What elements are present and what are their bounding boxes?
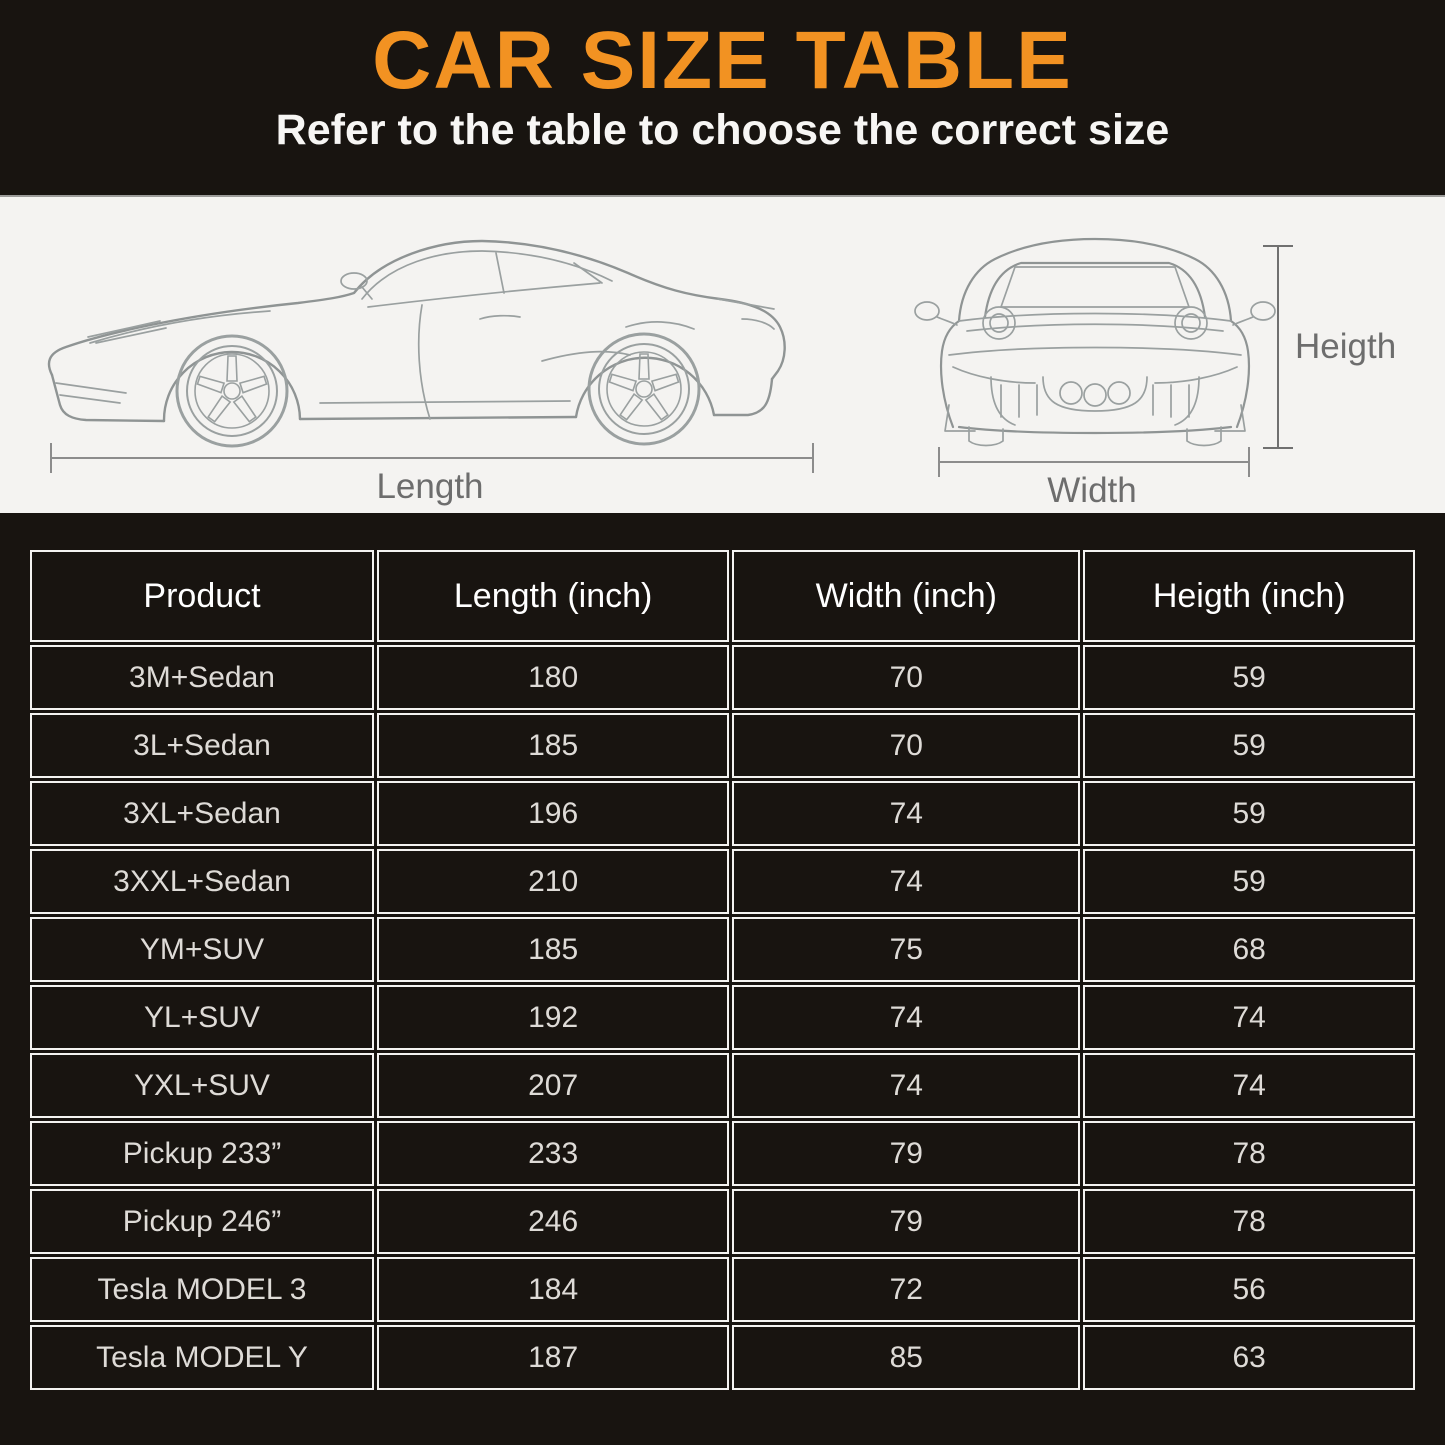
- product-cell: YL+SUV: [30, 985, 374, 1050]
- size-value-cell: 180: [377, 645, 729, 710]
- table-row: [30, 985, 1415, 1050]
- car-side-view-drawing: [30, 207, 820, 455]
- table-row: [30, 781, 1415, 846]
- table-row: [30, 1325, 1415, 1390]
- size-value-cell: 74: [1083, 1053, 1415, 1118]
- size-value-cell: 74: [1083, 985, 1415, 1050]
- size-value-cell: 207: [377, 1053, 729, 1118]
- size-value-cell: 74: [732, 985, 1080, 1050]
- size-value-cell: 79: [732, 1189, 1080, 1254]
- page-title: CAR SIZE TABLE: [372, 15, 1073, 106]
- size-value-cell: 196: [377, 781, 729, 846]
- size-value-cell: 246: [377, 1189, 729, 1254]
- product-cell: Pickup 233”: [30, 1121, 374, 1186]
- product-cell: 3XL+Sedan: [30, 781, 374, 846]
- size-value-cell: 85: [732, 1325, 1080, 1390]
- table-header-row: [30, 550, 1415, 642]
- size-table: [27, 547, 1418, 1393]
- table-row: [30, 849, 1415, 914]
- table-row: [30, 713, 1415, 778]
- page-subtitle: Refer to the table to choose the correct size: [275, 105, 1170, 154]
- car-rear-view-drawing: [895, 225, 1295, 457]
- size-value-cell: 185: [377, 713, 729, 778]
- size-value-cell: 187: [377, 1325, 729, 1390]
- size-value-cell: 79: [732, 1121, 1080, 1186]
- size-value-cell: 68: [1083, 917, 1415, 982]
- height-label: Heigth: [1295, 327, 1397, 366]
- size-value-cell: 70: [732, 713, 1080, 778]
- product-cell: Pickup 246”: [30, 1189, 374, 1254]
- size-value-cell: 59: [1083, 645, 1415, 710]
- size-value-cell: 233: [377, 1121, 729, 1186]
- table-row: [30, 645, 1415, 710]
- table-row: [30, 1189, 1415, 1254]
- size-table-section: [27, 547, 1418, 1393]
- size-value-cell: 74: [732, 849, 1080, 914]
- header: [0, 0, 1445, 195]
- product-cell: 3M+Sedan: [30, 645, 374, 710]
- size-value-cell: 78: [1083, 1189, 1415, 1254]
- size-value-cell: 59: [1083, 849, 1415, 914]
- rear-wheel: [589, 334, 699, 444]
- size-value-cell: 70: [732, 645, 1080, 710]
- size-value-cell: 75: [732, 917, 1080, 982]
- product-cell: Tesla MODEL 3: [30, 1257, 374, 1322]
- size-value-cell: 78: [1083, 1121, 1415, 1186]
- size-value-cell: 59: [1083, 781, 1415, 846]
- column-header-1: Length (inch): [377, 550, 729, 642]
- product-cell: Tesla MODEL Y: [30, 1325, 374, 1390]
- car-diagram-band: [0, 195, 1445, 513]
- size-table-body: [30, 645, 1415, 1390]
- size-value-cell: 59: [1083, 713, 1415, 778]
- column-header-3: Heigth (inch): [1083, 550, 1415, 642]
- size-value-cell: 63: [1083, 1325, 1415, 1390]
- table-row: [30, 1121, 1415, 1186]
- size-value-cell: 192: [377, 985, 729, 1050]
- product-cell: 3L+Sedan: [30, 713, 374, 778]
- size-value-cell: 74: [732, 781, 1080, 846]
- product-cell: YM+SUV: [30, 917, 374, 982]
- column-header-2: Width (inch): [732, 550, 1080, 642]
- size-value-cell: 185: [377, 917, 729, 982]
- size-value-cell: 210: [377, 849, 729, 914]
- width-label: Width: [1047, 471, 1137, 510]
- length-label: Length: [376, 467, 484, 506]
- product-cell: 3XXL+Sedan: [30, 849, 374, 914]
- size-value-cell: 184: [377, 1257, 729, 1322]
- table-row: [30, 1257, 1415, 1322]
- size-value-cell: 72: [732, 1257, 1080, 1322]
- table-row: [30, 917, 1415, 982]
- column-header-0: Product: [30, 550, 374, 642]
- size-value-cell: 56: [1083, 1257, 1415, 1322]
- table-row: [30, 1053, 1415, 1118]
- height-dimension-line: [1263, 245, 1293, 449]
- product-cell: YXL+SUV: [30, 1053, 374, 1118]
- size-value-cell: 74: [732, 1053, 1080, 1118]
